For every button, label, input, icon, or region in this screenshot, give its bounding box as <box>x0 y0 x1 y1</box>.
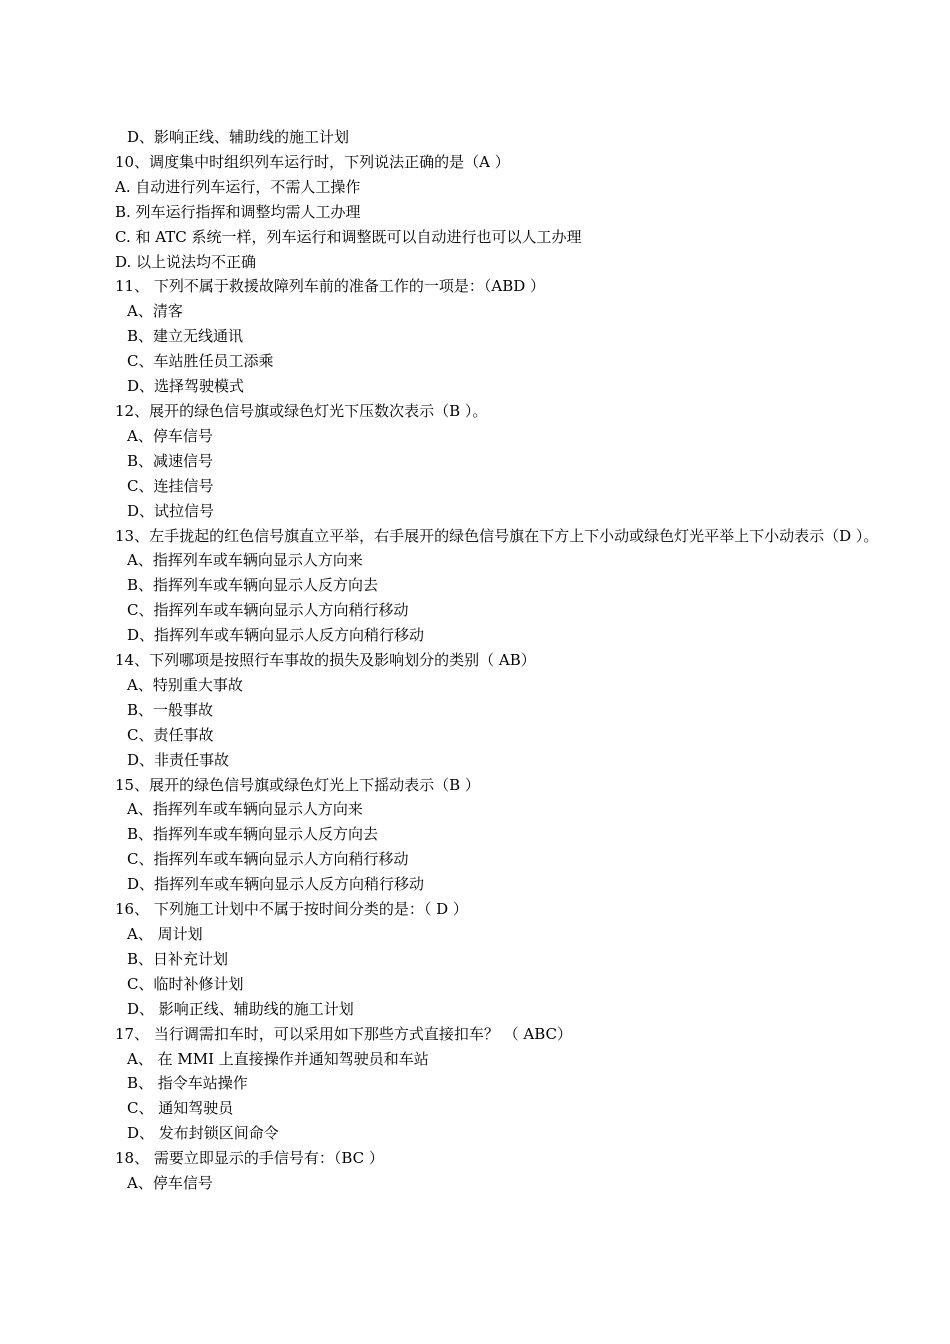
option-line: A、停车信号 <box>127 1174 213 1193</box>
option-line: A、指挥列车或车辆向显示人方向来 <box>127 551 363 570</box>
question-line: 14、下列哪项是按照行车事故的损失及影响划分的类别（ AB） <box>115 651 536 670</box>
question-line: 13、左手拢起的红色信号旗直立平举，右手展开的绿色信号旗在下方上下小动或绿色灯光平举上下小动表示（D ）。 <box>115 526 879 545</box>
option-line: D. 以上说法均不正确 <box>115 252 257 271</box>
option-line: C、连挂信号 <box>127 476 214 495</box>
option-line: C、 通知驾驶员 <box>127 1099 234 1118</box>
option-line: D、 发布封锁区间命令 <box>127 1124 279 1143</box>
option-line: C、指挥列车或车辆向显示人方向稍行移动 <box>127 601 409 620</box>
question-line: 15、展开的绿色信号旗或绿色灯光上下摇动表示（B ） <box>115 775 480 794</box>
option-line: D、选择驾驶模式 <box>127 377 245 396</box>
option-line: C、车站胜任员工添乘 <box>127 352 274 371</box>
option-line: D、试拉信号 <box>127 501 215 520</box>
option-line: A. 自动进行列车运行，不需人工操作 <box>115 177 361 196</box>
option-line: A、指挥列车或车辆向显示人方向来 <box>127 800 363 819</box>
option-line: C、临时补修计划 <box>127 974 244 993</box>
option-line: D、指挥列车或车辆向显示人反方向稍行移动 <box>127 626 425 645</box>
option-line: C、责任事故 <box>127 725 214 744</box>
option-line: B. 列车运行指挥和调整均需人工办理 <box>115 202 361 221</box>
option-line: B、 指令车站操作 <box>127 1074 248 1093</box>
option-line: B、指挥列车或车辆向显示人反方向去 <box>127 576 379 595</box>
option-line: D、指挥列车或车辆向显示人反方向稍行移动 <box>127 875 425 894</box>
option-line: A、特别重大事故 <box>127 675 243 694</box>
question-list <box>115 125 920 1196</box>
option-line: A、停车信号 <box>127 426 213 445</box>
option-line: B、减速信号 <box>127 451 214 470</box>
option-line: C. 和 ATC 系统一样，列车运行和调整既可以自动进行也可以人工办理 <box>115 227 582 246</box>
option-line: C、指挥列车或车辆向显示人方向稍行移动 <box>127 850 409 869</box>
question-line: 10、调度集中时组织列车运行时，下列说法正确的是（A ） <box>115 152 510 171</box>
option-line: B、日补充计划 <box>127 949 229 968</box>
option-line: D、影响正线、辅助线的施工计划 <box>127 128 350 146</box>
option-line: A、清客 <box>127 302 183 321</box>
option-line: B、建立无线通讯 <box>127 327 244 346</box>
option-line: A、 周计划 <box>127 925 203 943</box>
question-line: 16、 下列施工计划中不属于按时间分类的是：（ D ） <box>115 900 468 919</box>
question-line: 18、 需要立即显示的手信号有：（BC ） <box>115 1149 384 1168</box>
question-line: 11、 下列不属于救援故障列车前的准备工作的一项是：（ABD ） <box>115 277 546 296</box>
option-line: B、指挥列车或车辆向显示人反方向去 <box>127 825 379 844</box>
option-line: B、一般事故 <box>127 700 214 719</box>
question-line: 12、展开的绿色信号旗或绿色灯光下压数次表示（B ）。 <box>115 401 488 420</box>
option-line: D、 影响正线、辅助线的施工计划 <box>127 999 354 1018</box>
option-line: A、 在 MMI 上直接操作并通知驾驶员和车站 <box>127 1049 429 1068</box>
option-line: D、非责任事故 <box>127 750 230 769</box>
question-line: 17、 当行调需扣车时，可以采用如下那些方式直接扣车？ （ ABC） <box>115 1024 573 1043</box>
